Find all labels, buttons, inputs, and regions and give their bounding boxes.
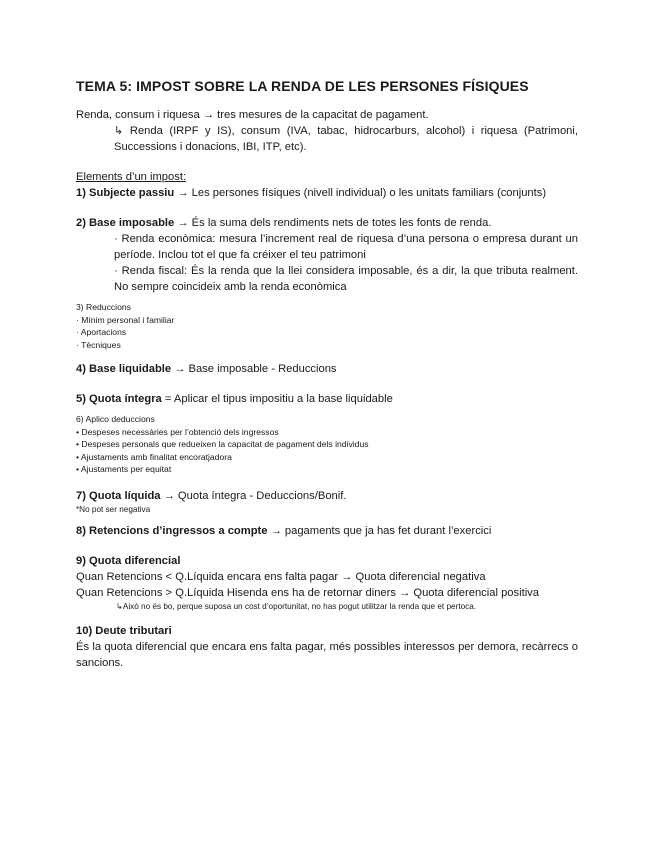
- section-7: [76, 488, 578, 504]
- section-1-text: → Les persones físiques (nivell individual) o les unitats familiars (conjunts): [174, 187, 547, 199]
- section-6-heading: 6) Aplico deduccions: [76, 414, 155, 424]
- section-6-item: • Despeses necessàries per l’obtenció dels ingressos: [76, 426, 279, 437]
- section-6-item: • Ajustaments per equitat: [76, 464, 172, 474]
- section-4: [76, 361, 578, 377]
- intro-line: Renda, consum i riquesa → tres mesures de la capacitat de pagament.: [76, 109, 429, 121]
- section-6-item: • Despeses personals que redueixen la capacitat de pagament dels individus: [76, 439, 369, 449]
- section-5-text: = Aplicar el tipus impositiu a la base liquidable: [161, 393, 393, 405]
- section-5-heading: 5) Quota íntegra: [76, 393, 162, 405]
- intro-subline: ↳ Renda (IRPF y IS), consum (IVA, tabac, hidrocarburs, alcohol) i riquesa (Patrimoni, Successions i donacions, IBI, ITP, etc).: [114, 125, 578, 153]
- section-5: [76, 391, 578, 407]
- section-2-sub-fiscal: · Renda fiscal: És la renda que la llei considera imposable, és a dir, la que tributa realment. No sempre coincideix amb la renda econòmica: [114, 265, 578, 293]
- section-9-line: Quan Retencions < Q.Líquida encara ens falta pagar → Quota diferencial negativa: [76, 571, 486, 583]
- section-7-text: → Quota íntegra - Deduccions/Bonif.: [160, 489, 347, 502]
- document-page: [76, 78, 578, 671]
- section-1-heading: 1) Subjecte passiu: [76, 187, 175, 199]
- section-8-heading: 8) Retencions d’ingressos a compte: [76, 525, 268, 537]
- section-10-text: És la quota diferencial que encara ens falta pagar, més possibles interessos per demora, recàrrecs o sancions.: [76, 640, 578, 669]
- section-3-heading: 3) Reduccions: [76, 302, 131, 312]
- section-7-heading: 7) Quota líquida: [76, 489, 161, 502]
- section-7-note: *No pot ser negativa: [76, 504, 151, 514]
- section-3-item: · Tècniques: [76, 339, 121, 350]
- section-8-text: → pagaments que ja has fet durant l’exercici: [267, 525, 492, 537]
- section-2: [76, 215, 578, 231]
- section-6-item: • Ajustaments amb finalitat encoratjadora: [76, 451, 232, 462]
- section-8: [76, 523, 578, 539]
- section-4-heading: 4) Base liquidable: [76, 363, 172, 375]
- section-1: [76, 185, 578, 201]
- section-10-heading: 10) Deute tributari: [76, 624, 172, 637]
- section-2-text: → És la suma dels rendiments nets de totes les fonts de renda.: [174, 217, 492, 229]
- page-title: TEMA 5: IMPOST SOBRE LA RENDA DE LES PERSONES FÍSIQUES: [76, 78, 529, 94]
- section-4-text: → Base imposable - Reduccions: [171, 363, 337, 375]
- section-2-heading: 2) Base imposable: [76, 217, 175, 229]
- section-9-line: Quan Retencions > Q.Líquida Hisenda ens ha de retornar diners → Quota diferencial positiva: [76, 587, 539, 599]
- section-3-item: · Mínim personal i familiar: [76, 314, 175, 325]
- section-2-sub-economica: · Renda econòmica: mesura l’increment real de riquesa d’una persona o empresa durant un període. Inclou tot el que fa créixer el teu patrimoni: [114, 233, 578, 261]
- section-9-note: ↳Això no és bo, perque suposa un cost d’oportunitat, no has pogut utilitzar la renda que et pertoca.: [116, 602, 477, 611]
- section-3-item: · Aportacions: [76, 327, 127, 337]
- section-9-heading: 9) Quota diferencial: [76, 555, 181, 567]
- elements-heading: Elements d’un impost:: [76, 171, 187, 183]
